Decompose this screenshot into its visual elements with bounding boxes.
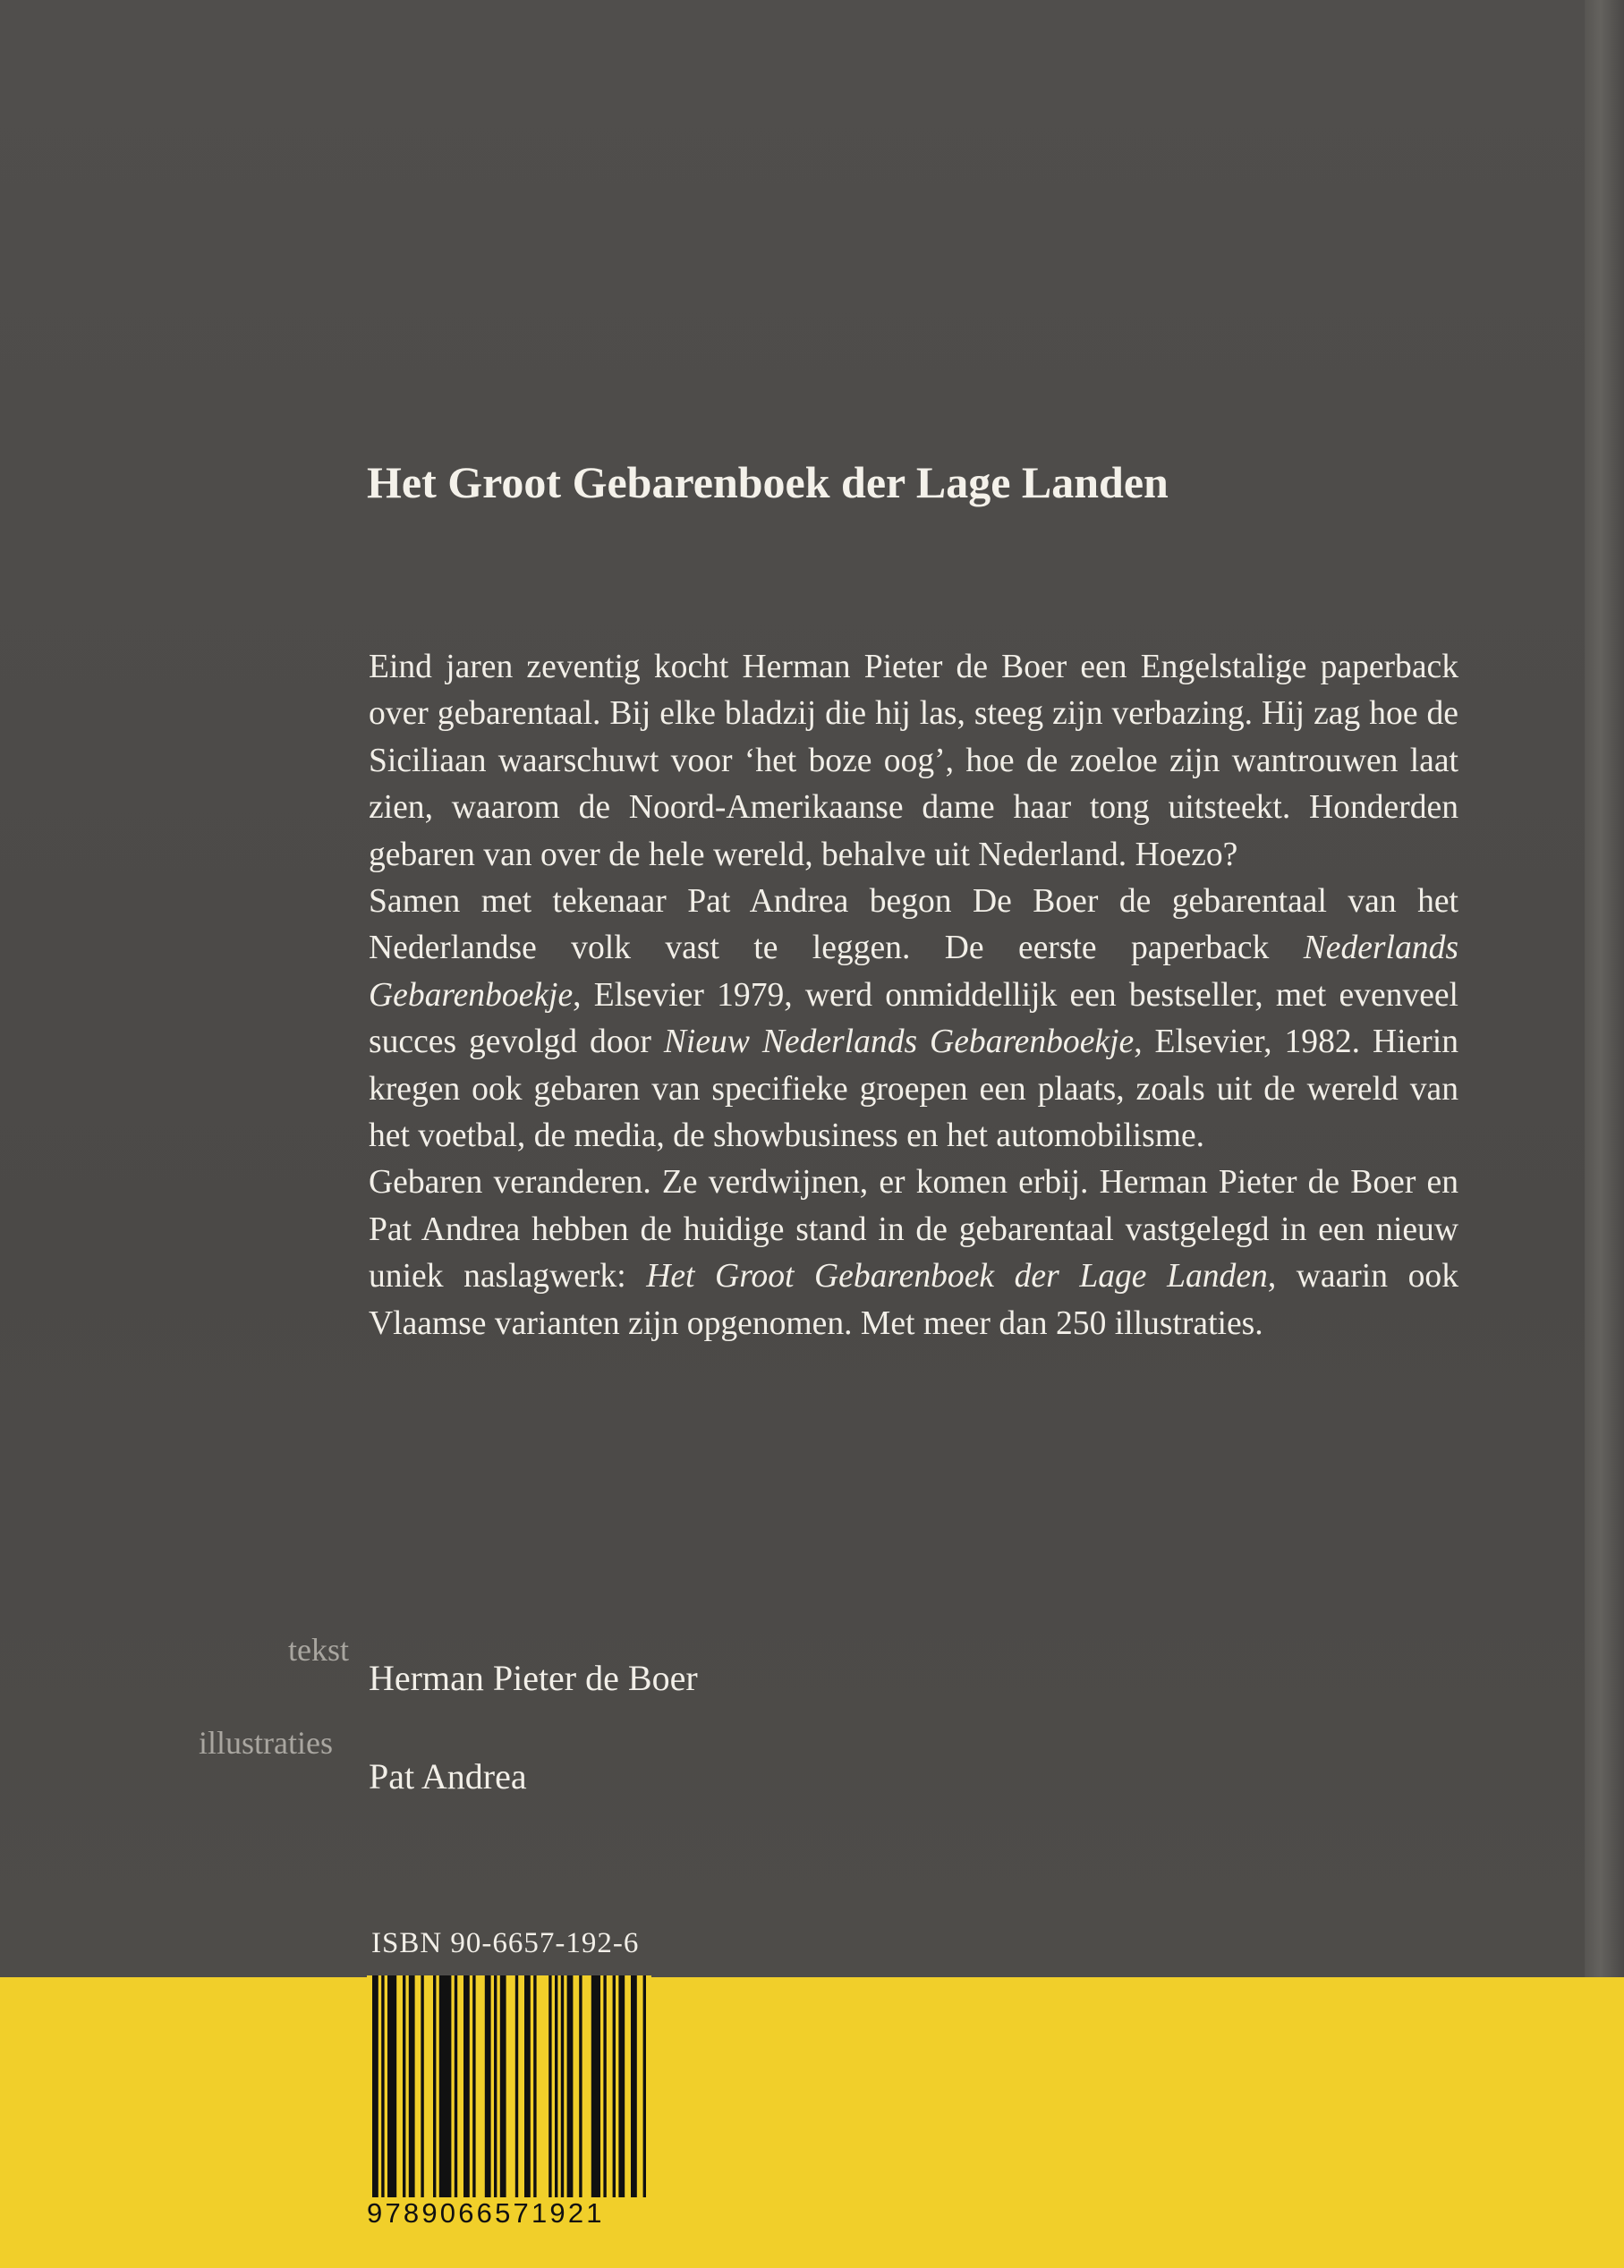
barcode-bar (591, 1975, 600, 2197)
barcode-bar (643, 1975, 646, 2197)
author-name: Herman Pieter de Boer (369, 1658, 698, 1698)
barcode-bars (367, 1975, 651, 2197)
blurb-text: Gebaren veranderen. Ze verdwijnen, er komen erbij. Herman Pieter de Boer en Pat Andrea hebben de huidige stand in de gebarentaal vastgelegd in een nieuw uniek naslagwerk: (369, 1164, 1458, 1295)
barcode-bar (533, 1975, 536, 2197)
barcode-bar (472, 1975, 475, 2197)
illustrator-name: Pat Andrea (369, 1756, 527, 1797)
barcode-bar (500, 1975, 506, 2197)
credit-label-illustrations: illustraties (199, 1725, 333, 1761)
barcode (367, 1975, 651, 2229)
blurb-text: , waarin ook Vlaamse varianten zijn opgenomen. Met meer dan 250 illustraties. (369, 1258, 1458, 1342)
barcode-bar (409, 1975, 415, 2197)
barcode-bar (381, 1975, 384, 2197)
barcode-bar (372, 1975, 378, 2197)
barcode-bar (555, 1975, 557, 2197)
blurb-paragraph-1: Eind jaren zeventig kocht Herman Pieter de Boer een Engelstalige paperback over gebarentaal. Bij elke bladzij die hij las, steeg zijn verbazing. Hij zag hoe de Siciliaan waarschuwt voor ‘het boze oog’, hoe de zoeloe zijn wantrouwen laat zien, waarom de Noord-Amerikaanse dame haar tong uitsteekt. Honderden gebaren van over de hele wereld, behalve uit Nederland. Hoezo? (369, 649, 1458, 873)
barcode-bar (439, 1975, 452, 2197)
barcode-bar (485, 1975, 491, 2197)
isbn: ISBN 90-6657-192-6 (371, 1927, 640, 1959)
yellow-band (0, 1977, 1624, 2268)
barcode-bar (403, 1975, 405, 2197)
barcode-bar (494, 1975, 497, 2197)
barcode-bar (387, 1975, 396, 2197)
blurb-paragraph-2 (369, 879, 1458, 1159)
spine-edge (1585, 0, 1624, 2268)
barcode-bar (463, 1975, 470, 2197)
barcode-digits: 9789066571921 (367, 2197, 605, 2229)
barcode-bar (524, 1975, 531, 2197)
blurb-text: Samen met tekenaar Pat Andrea begon De Boer de gebarentaal van het Nederlandse volk vast te leggen. De eerste paperback (369, 883, 1458, 967)
barcode-bar (603, 1975, 606, 2197)
barcode-bar (613, 1975, 616, 2197)
barcode-bar (631, 1975, 637, 2197)
barcode-bar (567, 1975, 574, 2197)
barcode-bar (421, 1975, 423, 2197)
barcode-bar (455, 1975, 457, 2197)
blurb-text: , Elsevier 1979, werd onmiddellijk een bestseller, met evenveel succes gevolgd door (369, 976, 1458, 1061)
barcode-bar (561, 1975, 564, 2197)
barcode-bar (515, 1975, 518, 2197)
blurb-paragraph-3 (369, 1159, 1458, 1347)
blurb-text: , Elsevier, 1982. Hierin kregen ook gebaren van specifieke groepen een plaats, zoals uit de wereld van het voetbal, de media, de showbusiness en het automobilisme. (369, 1024, 1458, 1155)
book-title: Het Groot Gebarenboek der Lage Landen (367, 457, 1169, 507)
book-reference: Nederlands Gebarenboekje (369, 930, 1458, 1014)
barcode-bar (548, 1975, 551, 2197)
book-reference: Het Groot Gebarenboek der Lage Landen (646, 1258, 1268, 1295)
barcode-bar (433, 1975, 436, 2197)
blurb (369, 644, 1458, 1347)
book-reference: Nieuw Nederlands Gebarenboekje (663, 1024, 1135, 1061)
barcode-bar (618, 1975, 625, 2197)
credit-label-text: tekst (288, 1632, 349, 1668)
barcode-bar (579, 1975, 582, 2197)
